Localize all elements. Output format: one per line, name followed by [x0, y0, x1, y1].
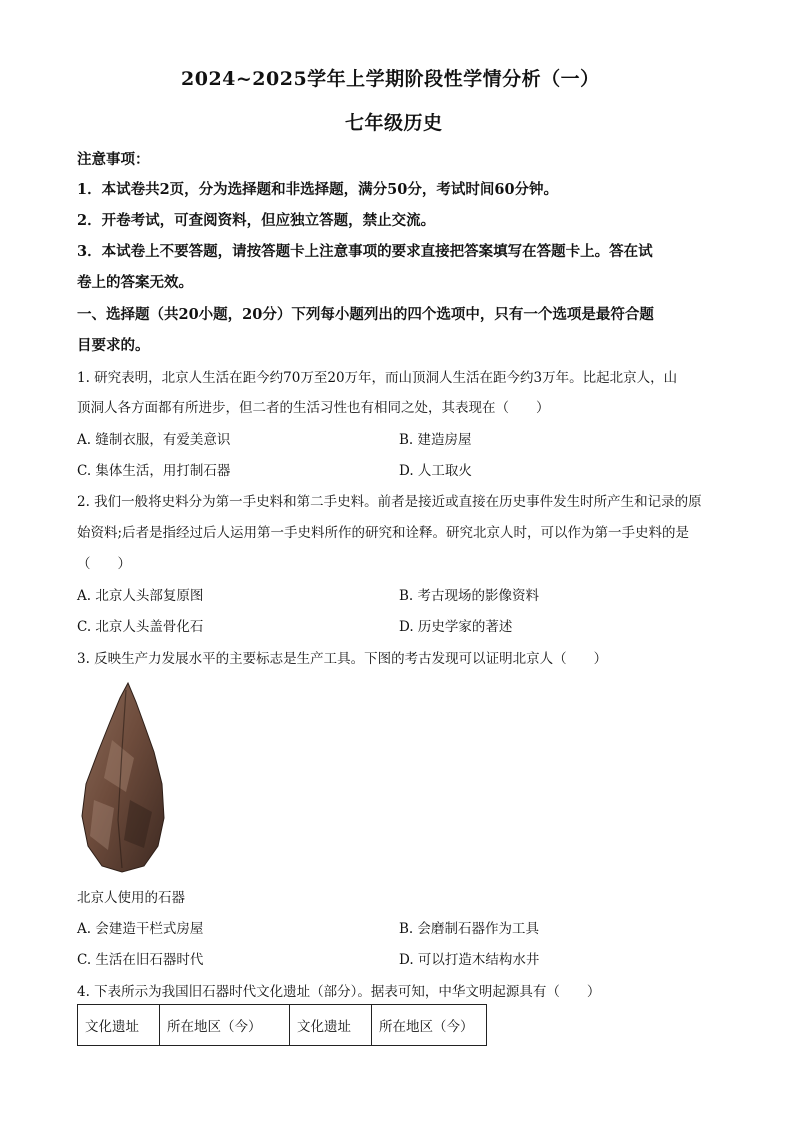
notice-heading: 注意事项： — [77, 151, 150, 168]
exam-subtitle: 七年级历史 — [345, 112, 443, 134]
q3-option-c[interactable]: C. 生活在旧石器时代 — [77, 952, 204, 968]
notice-item-3: 3．本试卷上不要答题，请按答题卡上注意事项的要求直接把答案填写在答题卡上。答在试 — [77, 243, 653, 260]
sites-table — [77, 1004, 487, 1046]
q2-option-a[interactable]: A. 北京人头部复原图 — [77, 588, 204, 604]
q2-line-2: 始资料;后者是指经过后人运用第一手史料所作的研究和诠释。研究北京人时，可以作为第一手史料的是 — [77, 525, 690, 541]
table-header-row — [78, 1005, 487, 1046]
q3-option-a[interactable]: A. 会建造干栏式房屋 — [77, 921, 204, 937]
table-header-cell: 文化遗址 — [290, 1005, 372, 1046]
q3-option-b[interactable]: B. 会磨制石器作为工具 — [399, 921, 540, 937]
notice-item-3-cont: 卷上的答案无效。 — [77, 274, 193, 291]
q1-option-c[interactable]: C. 集体生活，用打制石器 — [77, 463, 231, 479]
q1-line-1: 1. 研究表明，北京人生活在距今约70万至20万年，而山顶洞人生活在距今约3万年。比起北京人，山 — [77, 370, 678, 386]
q4-line-1: 4. 下表所示为我国旧石器时代文化遗址（部分）。据表可知，中华文明起源具有（ ） — [77, 984, 601, 1000]
section-heading: 一、选择题（共20小题，20分）下列每小题列出的四个选项中，只有一个选项是最符合题 — [77, 306, 654, 323]
q2-option-b[interactable]: B. 考古现场的影像资料 — [399, 588, 540, 604]
notice-item-1: 1．本试卷共2页，分为选择题和非选择题，满分50分，考试时间60分钟。 — [77, 181, 559, 198]
q2-line-1: 2. 我们一般将史料分为第一手史料和第二手史料。前者是接近或直接在历史事件发生时所产生和记录的原 — [77, 494, 702, 510]
q2-option-d[interactable]: D. 历史学家的著述 — [399, 619, 513, 635]
section-heading-cont: 目要求的。 — [77, 337, 150, 354]
q3-option-d[interactable]: D. 可以打造木结构水井 — [399, 952, 540, 968]
q1-option-a[interactable]: A. 缝制衣服，有爱美意识 — [77, 432, 231, 448]
q2-option-c[interactable]: C. 北京人头盖骨化石 — [77, 619, 204, 635]
q3-line-1: 3. 反映生产力发展水平的主要标志是生产工具。下图的考古发现可以证明北京人（ ） — [77, 651, 608, 667]
q1-option-d[interactable]: D. 人工取火 — [399, 463, 472, 479]
q1-line-2: 顶洞人各方面都有所进步，但二者的生活习性也有相同之处，其表现在（ ） — [77, 400, 550, 416]
q1-option-b[interactable]: B. 建造房屋 — [399, 432, 472, 448]
stone-tool-image — [78, 680, 168, 875]
table-header-cell: 所在地区（今） — [372, 1005, 487, 1046]
exam-title: 2024~2025学年上学期阶段性学情分析（一） — [181, 68, 600, 90]
q2-line-3: （ ） — [77, 556, 131, 572]
notice-item-2: 2．开卷考试，可查阅资料，但应独立答题，禁止交流。 — [77, 212, 436, 229]
q3-image-caption: 北京人使用的石器 — [77, 890, 185, 906]
table-header-cell: 所在地区（今） — [160, 1005, 290, 1046]
table-header-cell: 文化遗址 — [78, 1005, 160, 1046]
